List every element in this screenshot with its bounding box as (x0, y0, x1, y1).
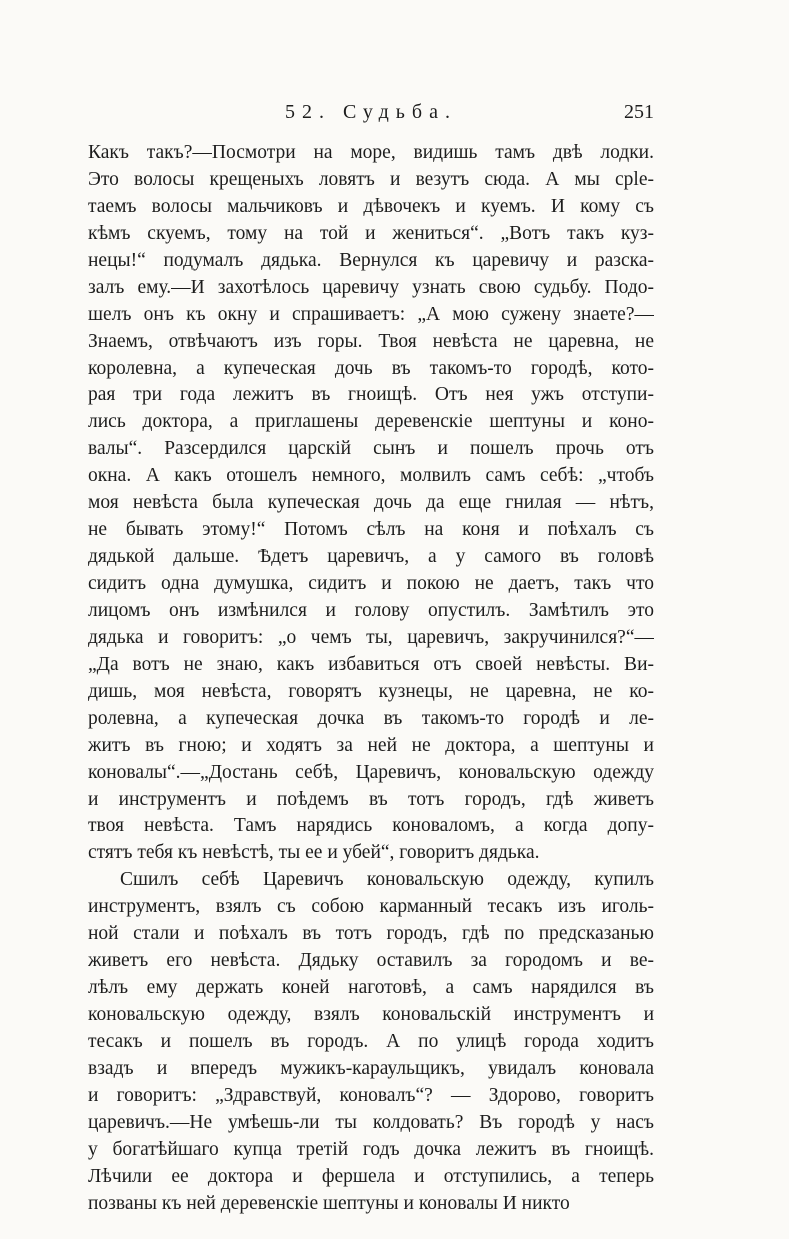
text-line: окна. А какъ отошелъ немного, молвилъ самъ себѣ: „чтобъ (88, 465, 654, 487)
text-line: дядька и говоритъ: „о чемъ ты, царевичъ, закручинился?“— (88, 626, 654, 648)
text-line: сидитъ одна думушка, сидитъ и покою не даетъ, такъ что (88, 573, 654, 594)
text-line: рая три года лежитъ въ гноищѣ. Отъ нея ужъ отступи- (88, 384, 654, 406)
text-line: царевичъ.—Не умѣешь-ли ты колдовать? Въ городѣ у насъ (88, 1111, 654, 1133)
text-line: таемъ волосы мальчиковъ и дѣвочекъ и куемъ. И кому съ (88, 195, 654, 217)
text-line: нецы!“ подумалъ дядька. Вернулся къ царевичу и разска- (88, 249, 654, 271)
text-line: залъ ему.—И захотѣлось царевичу узнать свою судьбу. Подо- (88, 276, 654, 298)
text-line: лѣлъ ему держать коней наготовѣ, а самъ нарядился въ (88, 977, 654, 999)
text-line: моя невѣста была купеческая дочь да еще гнилая — нѣтъ, (88, 492, 654, 514)
text-line: тесакъ и пошелъ въ городъ. А по улицѣ города ходитъ (88, 1030, 654, 1052)
text-line: твоя невѣста. Тамъ нарядись коноваломъ, а когда допу- (88, 815, 654, 837)
text-line: кѣмъ скуемъ, тому на той и жениться“. „Вотъ такъ куз- (88, 222, 654, 244)
running-header (88, 96, 654, 128)
text-line: ролевна, а купеческая дочка въ такомъ-то городѣ и ле- (88, 707, 654, 729)
text-line: инструментъ, взялъ съ собою карманный тесакъ изъ иголь- (88, 896, 654, 918)
text-line: и говоритъ: „Здравствуй, коновалъ“? — Здорово, говоритъ (88, 1084, 654, 1106)
chapter-title: 52. Судьба. (285, 101, 457, 123)
body-text (88, 140, 654, 1218)
page-number: 251 (624, 101, 654, 123)
text-line: шелъ онъ къ окну и спрашиваетъ: „А мою сужену знаете?— (88, 303, 654, 325)
text-line: Сшилъ себѣ Царевичъ коновальскую одежду, купилъ (120, 869, 654, 891)
text-line: королевна, а купеческая дочь въ такомъ-то городѣ, кото- (88, 357, 654, 379)
text-line: ной стали и поѣхалъ въ тотъ городъ, гдѣ по предсказанью (88, 923, 654, 945)
text-line: Это волосы крещеныхъ ловятъ и везутъ сюда. А мы сple- (88, 168, 654, 190)
text-line: дишь, моя невѣста, говорятъ кузнецы, не царевна, не ко- (88, 680, 654, 702)
text-line: дядькой дальше. Ѣдетъ царевичъ, а у самого въ головѣ (88, 546, 654, 568)
text-line: коновалы“.—„Достань себѣ, Царевичъ, коновальскую одежду (88, 761, 654, 783)
text-line: лицомъ онъ измѣнился и голову опустилъ. Замѣтилъ это (88, 599, 654, 621)
text-line: позваны къ ней деревенскіе шептуны и коновалы И никто (88, 1192, 570, 1214)
text-line: валы“. Разсердился царскій сынъ и пошелъ прочь отъ (88, 438, 654, 460)
text-line: житъ въ гною; и ходятъ за ней не доктора, а шептуны и (88, 734, 654, 756)
text-line: коновальскую одежду, взялъ коновальскій инструментъ и (88, 1004, 654, 1025)
text-line: живетъ его невѣста. Дядьку оставилъ за городомъ и ве- (88, 950, 654, 972)
text-line: „Да вотъ не знаю, какъ избавиться отъ своей невѣсты. Ви- (88, 653, 654, 675)
text-line: Знаемъ, отвѣчаютъ изъ горы. Твоя невѣста не царевна, не (88, 330, 654, 352)
text-line: Лѣчили ее доктора и фершела и отступились, а теперь (88, 1165, 654, 1187)
text-line: Какъ такъ?—Посмотри на море, видишь тамъ двѣ лодки. (88, 142, 654, 163)
text-line: не бывать этому!“ Потомъ сѣлъ на коня и поѣхалъ съ (88, 519, 654, 541)
text-line: взадъ и впередъ мужикъ-караульщикъ, увидалъ коновала (88, 1057, 654, 1079)
text-line: лись доктора, а приглашены деревенскіе шептуны и коно- (88, 411, 654, 433)
text-line: у богатѣйшаго купца третій годъ дочка лежитъ въ гноищѣ. (88, 1138, 654, 1160)
text-line: стятъ тебя къ невѣстѣ, ты ее и убей“, говоритъ дядька. (88, 842, 540, 864)
text-line: и инструментъ и поѣдемъ въ тотъ городъ, гдѣ живетъ (88, 788, 654, 810)
